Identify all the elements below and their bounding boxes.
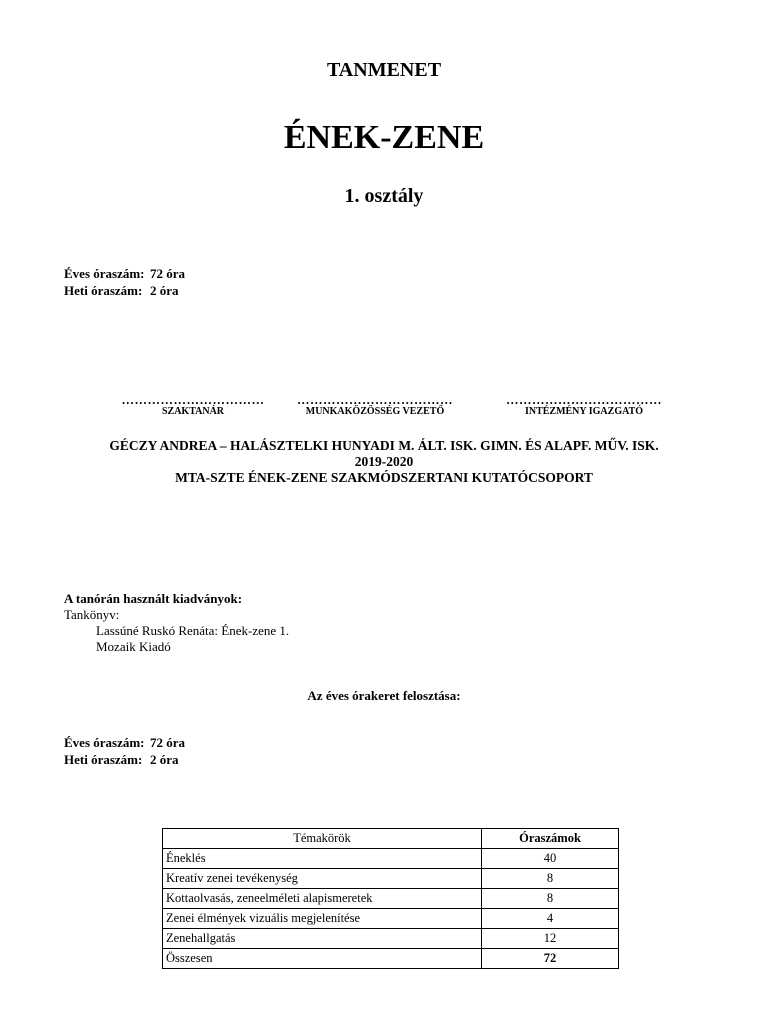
annual-hours-label: Éves óraszám: bbox=[64, 266, 145, 281]
signature-teacher bbox=[118, 393, 268, 417]
topic-cell: Zenehallgatás bbox=[163, 929, 482, 949]
signature-workgroup-lead bbox=[285, 393, 465, 417]
annual-hours-line bbox=[64, 734, 185, 751]
hours-cell: 8 bbox=[482, 889, 619, 909]
publication-type: Tankönyv: bbox=[64, 607, 120, 622]
annual-hours-line bbox=[64, 265, 185, 282]
signature-principal bbox=[498, 393, 670, 417]
hours-summary-top bbox=[64, 265, 185, 299]
weekly-hours-value: 2 óra bbox=[150, 283, 179, 298]
topic-cell: Zenei élmények vizuális megjelenítése bbox=[163, 909, 482, 929]
hours-cell: 40 bbox=[482, 849, 619, 869]
weekly-hours-line bbox=[64, 282, 185, 299]
author-school: GÉCZY ANDREA – HALÁSZTELKI HUNYADI M. ÁLT. ISK. GIMN. ÉS ALAPF. MŰV. ISK. bbox=[109, 438, 659, 453]
table-row bbox=[163, 869, 619, 889]
topic-cell: Kottaolvasás, zeneelméleti alapismeretek bbox=[163, 889, 482, 909]
hours-allocation-table bbox=[162, 828, 619, 969]
research-group: MTA-SZTE ÉNEK-ZENE SZAKMÓDSZERTANI KUTATÓCSOPORT bbox=[175, 470, 593, 485]
total-label-cell: Összesen bbox=[163, 949, 482, 969]
annual-hours-label: Éves óraszám: bbox=[64, 735, 145, 750]
signature-role: SZAKTANÁR bbox=[161, 406, 225, 417]
signature-line: ……………………………… bbox=[506, 393, 662, 407]
textbook-publisher: Mozaik Kiadó bbox=[96, 639, 171, 654]
annual-hours-value: 72 óra bbox=[150, 266, 186, 281]
hours-cell: 4 bbox=[482, 909, 619, 929]
table-row bbox=[163, 889, 619, 909]
textbook-title: Lassúné Ruskó Renáta: Ének-zene 1. bbox=[96, 623, 290, 638]
table-row bbox=[163, 849, 619, 869]
publications-heading: A tanórán használt kiadványok: bbox=[64, 591, 243, 606]
annual-hours-value: 72 óra bbox=[150, 735, 186, 750]
signature-role: INTÉZMÉNY IGAZGATÓ bbox=[524, 406, 644, 417]
table-header-row bbox=[163, 829, 619, 849]
weekly-hours-label: Heti óraszám: bbox=[64, 752, 143, 767]
weekly-hours-value: 2 óra bbox=[150, 752, 179, 767]
table-total-row bbox=[163, 949, 619, 969]
publications-section bbox=[64, 591, 289, 655]
topic-cell: Éneklés bbox=[163, 849, 482, 869]
signature-line: …………………………… bbox=[121, 393, 265, 407]
hours-cell: 12 bbox=[482, 929, 619, 949]
table-row bbox=[163, 929, 619, 949]
topics-header: Témakörök bbox=[163, 829, 482, 849]
allocation-title: Az éves órakeret felosztása: bbox=[307, 688, 461, 703]
document-type-title: TANMENET bbox=[326, 59, 442, 81]
subject-title: ÉNEK-ZENE bbox=[283, 119, 485, 156]
grade-title: 1. osztály bbox=[344, 185, 424, 207]
organization-block bbox=[0, 438, 768, 486]
topic-cell: Kreatív zenei tevékenység bbox=[163, 869, 482, 889]
hours-cell: 8 bbox=[482, 869, 619, 889]
weekly-hours-label: Heti óraszám: bbox=[64, 283, 143, 298]
signature-line: ……………………………… bbox=[297, 393, 453, 407]
school-year: 2019-2020 bbox=[354, 454, 414, 469]
table-row bbox=[163, 909, 619, 929]
signature-role: MUNKAKÖZÖSSÉG VEZETŐ bbox=[305, 406, 445, 417]
hours-header: Óraszámok bbox=[482, 829, 619, 849]
total-hours-cell: 72 bbox=[482, 949, 619, 969]
hours-summary-bottom bbox=[64, 734, 185, 768]
weekly-hours-line bbox=[64, 751, 185, 768]
